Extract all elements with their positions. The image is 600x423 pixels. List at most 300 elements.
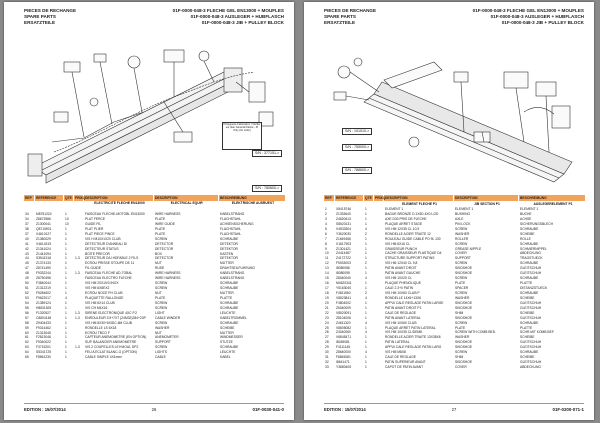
table-body: [24, 212, 286, 360]
table-cell: 10: [65, 216, 69, 221]
table-cell: V6845471: [336, 335, 352, 340]
header-right-line: 01F-0000-048-3 JIB + PULLEY BLOCK: [501, 20, 584, 25]
table-cell: MUTTER: [220, 291, 234, 295]
table-cell: SCREW: [155, 305, 168, 310]
table-cell: 38: [25, 226, 29, 231]
table-cell: 27: [325, 335, 329, 340]
table-cell: 1-3: [75, 345, 80, 350]
table-cell: 11: [325, 256, 329, 261]
table-cell: 1: [365, 335, 367, 340]
table-cell: VIS HM M8X8: [385, 350, 406, 355]
table-cell: 24: [325, 320, 329, 325]
table-cell: 1: [365, 241, 367, 246]
table-cell: RONDELLE 14X6+13X6: [385, 295, 422, 300]
table-cell: Z1301421: [336, 246, 351, 251]
table-cell: 1: [65, 300, 67, 305]
table-cell: F4804002: [336, 300, 351, 305]
table-cell: SICHERUNGSBLECH: [520, 221, 553, 226]
table-cell: 54: [25, 300, 29, 305]
table-cell: 7: [325, 236, 327, 241]
serial-callout: S/N : 377151->: [252, 150, 282, 157]
edition-date: EDITION : 15/07/2014: [324, 407, 366, 412]
table-cell: PLAT FERCE: [85, 216, 106, 221]
table-cell: SCREW: [155, 345, 168, 350]
table-cell: 1: [65, 256, 67, 261]
table-cell: VIS H M10X1X20 CLUB: [85, 236, 121, 241]
table-cell: SKIDSHOE: [455, 345, 473, 350]
table-cell: CAPTEUR ANEMOMETRE (EN OPTION): [85, 335, 147, 340]
table-cell: V8520091: [336, 310, 352, 315]
table-cell: PLATTE: [520, 325, 533, 330]
table-cell: Z4172722: [336, 256, 351, 261]
table-cell: Z1374133: [36, 261, 51, 266]
table-cell: 1: [365, 216, 367, 221]
table-cell: 4: [325, 221, 327, 226]
table-cell: [374, 365, 384, 370]
table-cell: F9340022: [36, 340, 51, 345]
table-cell: BOITE PRECOR: [85, 251, 110, 256]
table-cell: SCHRAUBE: [520, 241, 539, 246]
table-cell: SCHRAUBE: [220, 320, 239, 325]
table-cell: GREASE NIPPLE: [455, 246, 482, 251]
page-footer: [24, 403, 284, 414]
table-cell: 4: [365, 350, 367, 355]
page-header: [24, 8, 284, 42]
warning-text: Pictograme Fabrication / Vérifier sur plan Général Flèche - PI Only (for order): [223, 123, 261, 132]
table-cell: SKIDSHOE: [455, 266, 473, 271]
table-cell: 19: [325, 295, 329, 300]
warning-pictogram-box: [222, 122, 262, 150]
table-cell: 1: [365, 300, 367, 305]
table-cell: 1-3: [75, 315, 80, 320]
table-cell: SCREW: [455, 226, 468, 231]
serial-callout: S/N : 788600->: [342, 167, 372, 174]
col-header: DESCRIPTION: [154, 195, 219, 201]
table-cell: SKIDSHOE: [455, 315, 473, 320]
table-cell: CALE DE REGLAGE: [385, 355, 416, 360]
table-cell: 49: [25, 276, 29, 281]
table-cell: VIS HM 6X8EX2: [85, 286, 110, 291]
table-cell: MUTTER: [220, 261, 234, 266]
table-cell: Y3880405: [336, 365, 352, 369]
table-cell: SCHRAUBE: [220, 345, 239, 350]
header-left-line: ERSATZTEILE: [324, 20, 356, 25]
table-cell: 26: [325, 330, 329, 335]
table-cell: Z8104006: [336, 315, 351, 320]
table-cell: RONDELLE ACIER TRAITE 13X38X6: [385, 335, 441, 340]
table-cell: 1: [365, 251, 367, 256]
table-cell: 1: [365, 266, 367, 271]
table-cell: SCHRAUBE: [520, 226, 539, 231]
table-cell: SCREW: [455, 320, 468, 325]
table-cell: 4: [365, 330, 367, 335]
header-left-line: PIECES DE RECHANGE: [24, 8, 77, 13]
table-cell: 1: [65, 261, 67, 266]
table-cell: 1: [365, 271, 367, 276]
table-cell: M8751224: [36, 212, 52, 216]
table-cell: 1: [325, 207, 327, 211]
table-cell: SCHEIBE: [520, 231, 535, 236]
table-cell: 4: [365, 226, 367, 231]
table-cell: PLATE: [455, 281, 466, 286]
table-cell: SHIM: [455, 310, 464, 315]
table-cell: VIS HM 10X60 CLUB: [385, 320, 417, 325]
table-cell: 13: [325, 266, 329, 271]
table-cell: WINDMESSER: [220, 335, 243, 340]
table-cell: 58: [25, 320, 29, 325]
table-cell: SCHRAUBE: [520, 350, 539, 355]
page-header: [324, 8, 584, 42]
table-cell: STRUCTURE SUPPORT PATINS: [385, 256, 435, 261]
table-cell: VIS HM 10X20 CL: [385, 276, 412, 281]
table-cell: 1: [365, 315, 367, 320]
table-cell: CABLE SIMPLE 4X1mm²: [85, 355, 123, 360]
table-cell: APPUI CALE REGLAGE PATIN LARG: [385, 345, 442, 350]
table-cell: 2: [365, 261, 367, 266]
table-cell: 15: [325, 276, 329, 281]
table-cell: STUTZE: [220, 340, 233, 345]
table-cell: 1-3: [75, 310, 80, 315]
table-cell: 1: [365, 221, 367, 226]
table-cell: M4620341: [336, 281, 352, 286]
table-cell: CABLE: [155, 355, 166, 360]
table-cell: SCHRAUBE: [520, 290, 539, 295]
table-cell: COVER: [455, 251, 467, 256]
table-cell: 18: [325, 290, 329, 295]
table-cell: SCREW: [155, 236, 168, 241]
table-cell: I8080086: [336, 266, 350, 271]
header-right-line: 01F-0000-048-3 FLECHE GEL EN13000 + MOUFLES: [172, 8, 284, 13]
table-cell: SCREW: [455, 261, 468, 266]
table-cell: 1: [365, 256, 367, 261]
table-cell: GLEITSCHUH: [520, 271, 542, 276]
table-cell: RUSE: [155, 266, 165, 271]
table-cell: GLEITSCHUH: [520, 300, 542, 305]
table-cell: 1: [365, 360, 367, 365]
table-cell: 55: [25, 305, 29, 310]
table-cell: PIN LOCK: [455, 221, 471, 226]
table-cell: FEU A ECLAT BLANC-G (OPTION): [85, 350, 137, 355]
table-cell: 4: [365, 295, 367, 300]
table-cell: CALE 2.3+0 PATIN: [385, 286, 414, 290]
table-cell: Z8673986: [36, 216, 51, 221]
table-cell: 16: [325, 281, 329, 286]
table-cell: 59: [25, 325, 29, 330]
table-cell: SCREW WITH COMB BED.: [455, 330, 497, 335]
table-cell: SCHRAUBE: [520, 261, 539, 266]
table-cell: PLAQUE PHENOLIQUE: [385, 281, 421, 286]
table-cell: Z4620613: [336, 216, 351, 221]
table-cell: SCHMIERNIPPEL: [520, 246, 547, 251]
table-cell: 1: [365, 340, 367, 345]
table-cell: BOX: [155, 251, 162, 256]
page-footer: [324, 403, 584, 414]
table-cell: DETECTEUR STATUS: [85, 246, 119, 251]
table-cell: LEUCHTE: [220, 350, 236, 355]
table-cell: 41: [25, 241, 29, 246]
table-cell: FIL GUIDE: [85, 266, 101, 271]
table-cell: WASHER: [455, 335, 470, 340]
table-cell: 1: [65, 271, 67, 276]
table-cell: 37: [25, 221, 29, 226]
page-number: 26: [151, 407, 157, 412]
table-cell: ELEMENT 1: [520, 207, 539, 211]
table-cell: PLATTE: [520, 281, 533, 286]
col-header: DESCRIPTION: [384, 195, 454, 201]
section-title: ELEKTRISCHE AUSRUEST: [231, 201, 275, 205]
header-right-line: 01F-0000-048-3 JIB + PULLEY BLOCK: [201, 20, 284, 25]
table-cell: PLATTE: [220, 295, 233, 300]
table-cell: 1: [65, 305, 67, 310]
table-cell: CALE DE REGLAGE: [385, 310, 416, 315]
table-cell: 1: [365, 325, 367, 330]
table-cell: NUT: [155, 291, 162, 295]
table-cell: F8561230: [36, 355, 51, 360]
table-cell: PLATE: [155, 216, 166, 221]
table-cell: FLACHSTAHL: [220, 231, 242, 236]
table-cell: CABLE WINDER: [155, 315, 181, 320]
table-cell: 1: [65, 266, 67, 271]
section-title: JIB SECTION P1: [474, 202, 500, 206]
col-header: DESCRIPTION: [84, 195, 154, 201]
table-cell: 29: [325, 345, 329, 350]
table-cell: KABELSTRANG: [220, 276, 245, 281]
table-cell: PLATE: [155, 226, 166, 231]
col-header: REP: [324, 195, 335, 201]
table-cell: 4: [65, 295, 67, 300]
table-cell: SCHRAUBE: [520, 320, 539, 325]
table-cell: 37: [25, 231, 29, 236]
table-cell: 4: [365, 320, 367, 325]
table-cell: FLACHSTAHL: [220, 216, 242, 221]
table-cell: 1: [65, 251, 67, 256]
table-cell: 2: [325, 211, 327, 216]
table-cell: DETECTOR: [155, 246, 174, 251]
parts-table: [24, 195, 286, 360]
table-cell: 30: [325, 350, 329, 355]
table-cell: VIS HM 8X30+6XIDC-6M CLUB: [85, 320, 132, 325]
table-cell: DETECTEUR D'ANNEAU DI: [85, 241, 128, 246]
table-cell: Z1380029: [36, 236, 51, 241]
table-cell: Z4611320: [336, 320, 351, 325]
table-cell: SCREW: [455, 276, 468, 281]
table-cell: LIGHT: [155, 310, 165, 315]
table-cell: 21: [325, 305, 329, 310]
table-cell: F3840044: [36, 281, 51, 286]
table-cell: DETEKTOR: [220, 246, 238, 251]
col-header: BESCHREIBUNG: [219, 195, 286, 201]
table-cell: 1: [365, 236, 367, 241]
table-cell: ELEMENT 1: [455, 207, 474, 211]
table-cell: Z1441094: [36, 251, 51, 256]
table-cell: F5284602: [36, 291, 51, 295]
table-cell: 65: [25, 355, 29, 360]
table-cell: KASTEN: [220, 251, 234, 256]
serial-callout: S/N : 755000->: [342, 144, 372, 151]
table-cell: GLEITSCHUH: [520, 360, 542, 365]
table-cell: VIS HM 10X35 CL/DEM8: [385, 330, 423, 335]
table-cell: 1: [65, 345, 67, 350]
table-cell: SCHRAUBE: [220, 281, 239, 286]
table-cell: V1617903: [336, 241, 352, 246]
table-cell: AXLE: [455, 216, 464, 221]
document-code: 01F-0200-071-1: [552, 407, 584, 412]
table-cell: 31: [325, 355, 329, 360]
col-header: PRIXQ: [375, 196, 386, 200]
table-cell: Z1389124: [36, 300, 51, 305]
header-right-line: 01F-0000-048-3 FLECHE GEL EN13000 + MOUFLES: [472, 8, 584, 13]
table-cell: TRAGSTUECK: [520, 256, 543, 261]
table-cell: BUCHE: [520, 211, 532, 216]
section-title-row: [24, 201, 286, 212]
table-cell: GLEITSCHUH: [520, 266, 542, 271]
table-cell: Z8040040: [336, 276, 351, 281]
table-cell: Z8750496: [36, 276, 51, 281]
table-cell: SKIDSHOE: [455, 271, 473, 276]
table-cell: WASHER: [455, 231, 470, 236]
table-cell: 63: [25, 345, 29, 350]
table-cell: PATIN SUPERIEUR AVANT: [385, 360, 426, 365]
table-cell: PLAT PLIER: [85, 226, 104, 231]
table-cell: 2: [365, 231, 367, 236]
table-cell: VIS HM 12X40 CL 9,8: [385, 261, 418, 266]
table-cell: ELEMENT 1: [385, 207, 404, 211]
table-cell: PATIN AVANT DROIT: [385, 266, 417, 271]
table-cell: LIGHTS: [155, 350, 167, 355]
table-cell: PATIN AVANT LATERAL: [385, 315, 421, 320]
table-cell: 1: [365, 286, 367, 290]
table-cell: Q8715901: [36, 226, 52, 231]
table-cell: DETECTEUR D/U HDFABLE 2 FILS: [85, 256, 139, 261]
table-cell: S8520131: [336, 221, 352, 226]
table-cell: 12: [325, 261, 329, 266]
edition-date: EDITION : 15/07/2014: [24, 407, 66, 412]
table-cell: SHIM: [455, 355, 464, 360]
table-cell: 53: [25, 295, 29, 300]
table-cell: SKIDSHOE: [455, 340, 473, 345]
table-cell: SCHRAUBE: [220, 305, 239, 310]
table-cell: FAISCEAU ELECTRO FLECHE: [85, 276, 132, 281]
table-cell: RONDELLE ACIER TRAITE 12: [385, 231, 431, 236]
table-cell: C8804148: [36, 315, 52, 320]
col-header: REFERENCE: [35, 195, 64, 201]
table-cell: 20: [325, 300, 329, 305]
table-cell: WASHER: [455, 295, 470, 300]
table-cell: 1: [65, 231, 67, 236]
table-cell: 1: [365, 305, 367, 310]
table-cell: 1: [65, 236, 67, 241]
table-cell: 2: [365, 290, 367, 295]
table-cell: KABELSTRANG: [220, 212, 245, 216]
table-cell: GLEITSCHUH: [520, 340, 542, 345]
table-cell: SCREW: [155, 281, 168, 286]
table-cell: S3541316: [36, 256, 52, 261]
table-cell: ABDECKUNG: [520, 365, 541, 369]
table-cell: 48: [25, 271, 29, 276]
table-cell: ENROULEUR 3.9+7XT (Z4M32)284+23P: [85, 315, 146, 320]
col-header: REP: [24, 195, 35, 201]
table-cell: WIRE GUIDE: [155, 221, 175, 226]
table-cell: VIS HM 6X14 CLUB: [85, 300, 115, 305]
table-cell: 17: [325, 286, 329, 290]
table-cell: 1: [65, 355, 67, 360]
table-cell: 51: [25, 286, 29, 291]
table-cell: SCHEIBE: [520, 295, 535, 300]
table-cell: 1: [365, 207, 367, 211]
col-header: PRIXQ: [75, 196, 86, 200]
table-cell: ECROU TBCO F: [85, 330, 110, 335]
table-cell: V8805082: [336, 325, 352, 330]
header-left-line: SPARE PARTS: [324, 14, 356, 19]
table-cell: F3715201: [36, 345, 51, 350]
table-cell: 1: [365, 365, 367, 369]
serial-callout: S/N : 780600->: [252, 185, 282, 192]
table-cell: SUP. BALANCIER ANEMOMETRE: [85, 340, 137, 345]
table-cell: [74, 355, 84, 360]
table-cell: PLAQUETTE RALLONGE: [85, 295, 124, 300]
document-code: 01F-0030-041-0: [252, 407, 284, 412]
table-cell: 9: [325, 246, 327, 251]
table-cell: FLACHSTAHL: [220, 226, 242, 231]
table-cell: SCHRAUBE: [220, 236, 239, 241]
table-cell: WIRE HARNESS: [155, 212, 181, 216]
table-cell: SCHEIBE: [520, 355, 535, 360]
table-cell: Z1300041: [36, 221, 51, 226]
table-cell: CAPOT DE PATIN AVANT: [385, 365, 424, 369]
table-cell: GRAISSEUR PUNCH: [385, 246, 418, 251]
table-cell: 1: [65, 246, 67, 251]
table-cell: SKIDSHOE: [455, 300, 473, 305]
table-cell: Z8640000: [336, 350, 351, 355]
table-cell: 1: [365, 246, 367, 251]
table-cell: Z4040060: [336, 330, 351, 335]
table-cell: FAISCEAU FLECHE-MOTOBL EN13000: [85, 212, 145, 216]
table-cell: 44: [25, 256, 29, 261]
table-cell: SPACER: [455, 286, 469, 290]
table-cell: 61: [25, 335, 29, 340]
table-cell: 40: [25, 236, 29, 241]
table-cell: SCREW: [155, 320, 168, 325]
table-cell: 47: [25, 266, 29, 271]
table-row: [24, 355, 286, 360]
table-cell: 1: [65, 310, 67, 315]
table-cell: 1: [65, 335, 67, 340]
table-cell: H8831529: [36, 305, 52, 310]
table-cell: DETEKTOR: [220, 241, 238, 246]
table-cell: 6: [325, 231, 327, 236]
table-cell: SKIDSHOE: [455, 305, 473, 310]
table-cell: F8845081: [336, 355, 351, 360]
table-cell: V8823841: [336, 295, 352, 300]
table-cell: PATIN AVANT GAUCHE: [385, 271, 421, 276]
table-row: [324, 365, 586, 370]
table-cell: 1: [65, 315, 67, 320]
table-cell: DETEKTOR: [220, 256, 238, 261]
table-cell: ACHSE: [520, 216, 532, 221]
table-cell: SCHEIBE: [520, 335, 535, 340]
table-cell: 1: [365, 355, 367, 360]
table-cell: 45: [25, 261, 29, 266]
table-cell: 1: [365, 211, 367, 216]
serial-callout: S/N : 101010->: [342, 128, 372, 135]
catalog-page-right: [304, 2, 594, 420]
table-cell: SCREW: [155, 300, 168, 305]
table-cell: F1320527: [36, 310, 51, 315]
header-right-line: 01F-0000-048-3 AUSLEGER + HUBFLASCH: [190, 14, 284, 19]
col-header: BESCHREIBUNG: [519, 195, 586, 201]
table-cell: SCREW: [455, 290, 468, 295]
table-cell: 14: [325, 271, 329, 276]
